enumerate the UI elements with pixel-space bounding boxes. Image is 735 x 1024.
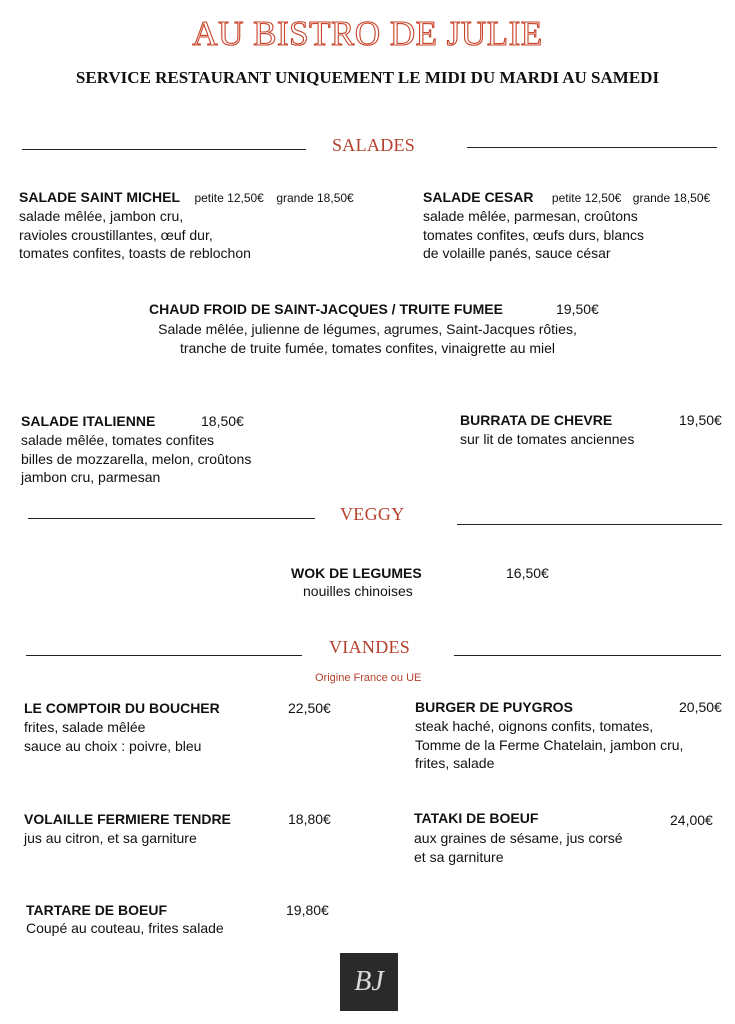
bistro-logo <box>340 953 398 1011</box>
section-divider-left <box>22 149 306 150</box>
item-price-comptoir: 22,50€ <box>288 700 331 716</box>
item-price-grande: grande 18,50€ <box>276 191 354 205</box>
item-name-chaud-froid: CHAUD FROID DE SAINT-JACQUES / TRUITE FUMEE <box>149 301 503 317</box>
section-title-salades: SALADES <box>332 135 416 155</box>
item-name-tartare: TARTARE DE BOEUF <box>26 902 168 918</box>
item-price-burger: 20,50€ <box>679 699 722 715</box>
section-divider-right <box>454 655 721 656</box>
section-divider-left <box>26 655 302 656</box>
item-name-comptoir: LE COMPTOIR DU BOUCHER <box>24 700 220 716</box>
item-description-volaille: jus au citron, et sa garniture <box>24 830 197 846</box>
item-description-tataki: aux graines de sésame, jus corsé et sa garniture <box>414 830 623 865</box>
item-name-wok: WOK DE LEGUMES <box>291 565 422 581</box>
section-divider-right <box>457 524 722 525</box>
menu-item-salade-saint-michel <box>19 189 354 263</box>
item-price-chaud-froid: 19,50€ <box>556 301 599 317</box>
item-description-comptoir: frites, salade mêlée sauce au choix : poivre, bleu <box>24 719 202 754</box>
logo-monogram: BJ <box>354 966 384 997</box>
item-description-burger: steak haché, oignons confits, tomates, Tomme de la Ferme Chatelain, jambon cru, frites, salade <box>415 718 684 771</box>
item-name: SALADE SAINT MICHEL <box>19 189 180 205</box>
menu-item-salade-cesar <box>423 189 710 263</box>
item-price-petite: petite 12,50€ <box>551 191 622 205</box>
item-price-wok: 16,50€ <box>506 565 549 581</box>
origin-note: Origine France ou UE <box>315 672 422 684</box>
restaurant-title: AU BISTRO DE JULIE <box>192 14 543 53</box>
item-price-tataki: 24,00€ <box>670 812 713 828</box>
item-name-burrata: BURRATA DE CHEVRE <box>460 412 613 428</box>
item-description-salade-italienne: salade mêlée, tomates confites billes de mozzarella, melon, croûtons jambon cru, parmesan <box>21 432 252 485</box>
item-name: SALADE CESAR <box>423 189 534 205</box>
item-description: salade mêlée, jambon cru, ravioles croustillantes, œuf dur, tomates confites, toasts de reblochon <box>19 208 251 261</box>
item-price-burrata: 19,50€ <box>679 412 722 428</box>
item-price-salade-italienne: 18,50€ <box>201 413 244 429</box>
item-price-tartare: 19,80€ <box>286 902 329 918</box>
item-price-petite: petite 12,50€ <box>194 191 264 205</box>
item-name-volaille: VOLAILLE FERMIERE TENDRE <box>24 811 231 827</box>
item-description-burrata: sur lit de tomates anciennes <box>460 431 635 447</box>
item-name-tataki: TATAKI DE BOEUF <box>414 810 539 826</box>
item-description: salade mêlée, parmesan, croûtons tomates confites, œufs durs, blancs de volaille panés, sauce césar <box>423 208 644 261</box>
item-name-salade-italienne: SALADE ITALIENNE <box>21 413 156 429</box>
section-title-veggy: VEGGY <box>340 504 405 524</box>
service-hours-subtitle: SERVICE RESTAURANT UNIQUEMENT LE MIDI DU MARDI AU SAMEDI <box>75 68 660 87</box>
item-description-chaud-froid: Salade mêlée, julienne de légumes, agrumes, Saint-Jacques rôties, tranche de truite fumée, tomates confites, vinaigrette au miel <box>158 321 577 356</box>
item-description-wok: nouilles chinoises <box>303 583 413 599</box>
item-name-burger: BURGER DE PUYGROS <box>415 699 573 715</box>
item-price-grande: grande 18,50€ <box>632 191 711 205</box>
section-title-viandes: VIANDES <box>329 637 411 657</box>
item-price-volaille: 18,80€ <box>288 811 331 827</box>
section-divider-left <box>28 518 315 519</box>
item-description-tartare: Coupé au couteau, frites salade <box>26 920 224 936</box>
section-divider-right <box>467 147 717 148</box>
